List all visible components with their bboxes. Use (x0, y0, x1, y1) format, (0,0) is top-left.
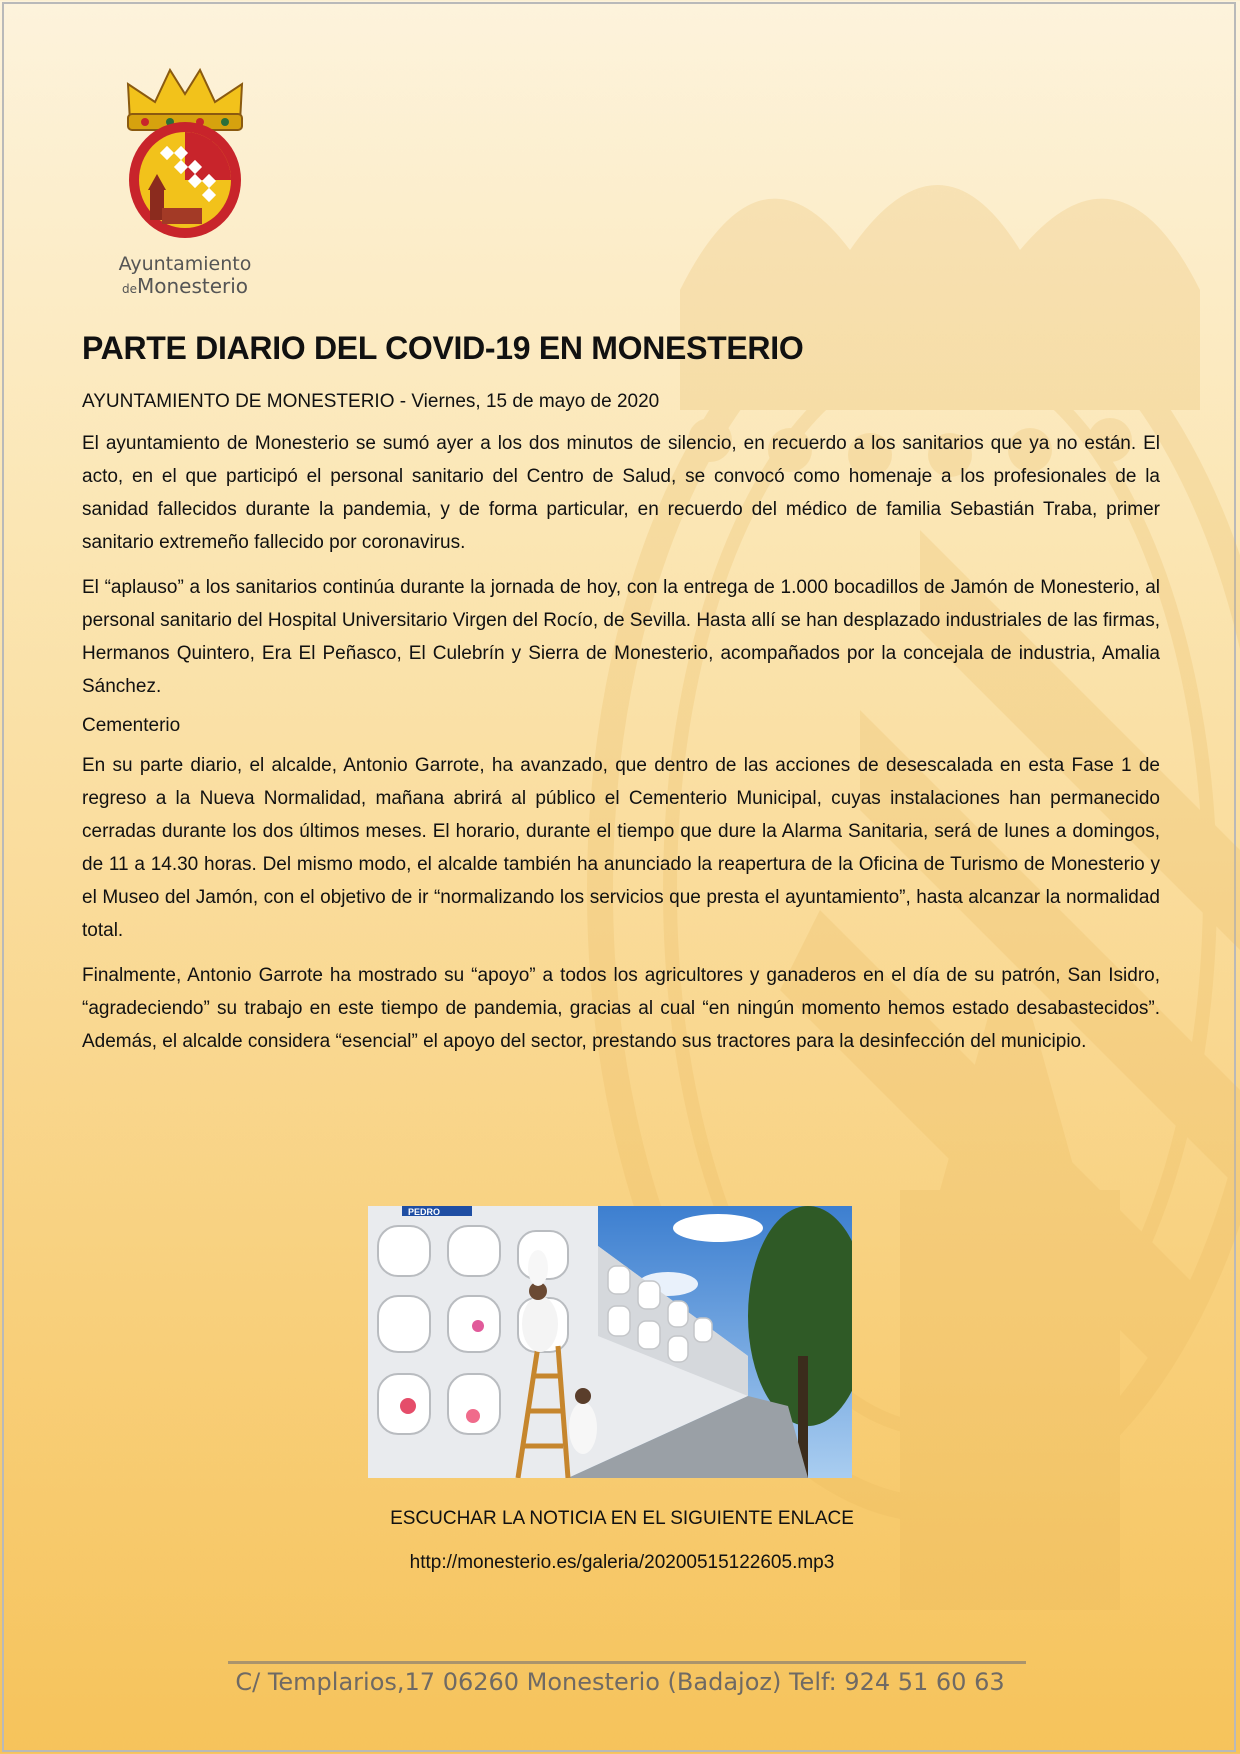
coat-of-arms-icon (100, 62, 270, 252)
footer-divider (228, 1661, 1026, 1664)
audio-link[interactable]: http://monesterio.es/galeria/20200515122605.mp3 (409, 1552, 835, 1573)
logo-line2: Monesterio (136, 273, 249, 298)
logo-line2-prefix: de (121, 281, 137, 296)
cemetery-photo (368, 1206, 852, 1478)
municipal-logo (100, 62, 270, 302)
paragraph-3: En su parte diario, el alcalde, Antonio Garrote, ha avanzado, que dentro de las acciones de desescalada en esta Fase 1 de regreso a la Nueva Normalidad, mañana abrirá al público el Cementerio Municipal, cuyas instalaciones han permanecido cerradas durante los dos últimos meses. El horario, durante el tiempo que dure la Alarma Sanitaria, será de lunes a domingos, de 11 a 14.30 horas. Del mismo modo, el alcalde también ha anunciado la reapertura de la Oficina de Turismo de Monesterio y el Museo del Jamón, con el objetivo de ir “normalizando los servicios que presta el ayuntamiento”, hasta alcanzar la normalidad total. (82, 755, 1160, 941)
paragraph-2: El “aplauso” a los sanitarios continúa durante la jornada de hoy, con la entrega de 1.000 bocadillos de Jamón de Monesterio, al personal sanitario del Hospital Universitario Virgen del Rocío, de Sevilla. Hasta allí se han desplazado industriales de las firmas, Hermanos Quintero, Era El Peñasco, El Culebrín y Sierra de Monesterio, acompañados por la concejala de industria, Amalia Sánchez. (82, 577, 1160, 697)
page-title: PARTE DIARIO DEL COVID-19 EN MONESTERIO (82, 330, 804, 366)
logo-wordmark (100, 254, 270, 297)
footer-address: C/ Templarios,17 06260 Monesterio (Badajoz) Telf: 924 51 60 63 (235, 1668, 1005, 1696)
paragraph-4: Finalmente, Antonio Garrote ha mostrado su “apoyo” a todos los agricultores y ganaderos en el día de su patrón, San Isidro, “agradeciendo” su trabajo en este tiempo de pandemia, gracias al cual “en ningún momento hemos estado desabastecidos”. Además, el alcalde considera “esencial” el apoyo del sector, prestando sus tractores para la desinfección del municipio. (82, 965, 1160, 1052)
photo-sign-text: PEDRO (408, 1207, 441, 1217)
logo-line1: Ayuntamiento (118, 253, 252, 275)
article-body (82, 330, 1160, 1070)
paragraph-1: El ayuntamiento de Monesterio se sumó ayer a los dos minutos de silencio, en recuerdo a los sanitarios que ya no están. El acto, en el que participó el personal sanitario del Centro de Salud, se convocó como homenaje a los profesionales de la sanidad fallecidos durante la pandemia, y de forma particular, en recuerdo del médico de familia Sebastián Traba, primer sanitario extremeño fallecido por coronavirus. (82, 433, 1160, 553)
dateline: AYUNTAMIENTO DE MONESTERIO - Viernes, 15 de mayo de 2020 (82, 391, 660, 412)
listen-title: ESCUCHAR LA NOTICIA EN EL SIGUIENTE ENLACE (390, 1508, 854, 1529)
subheading-cementerio: Cementerio (82, 715, 181, 736)
